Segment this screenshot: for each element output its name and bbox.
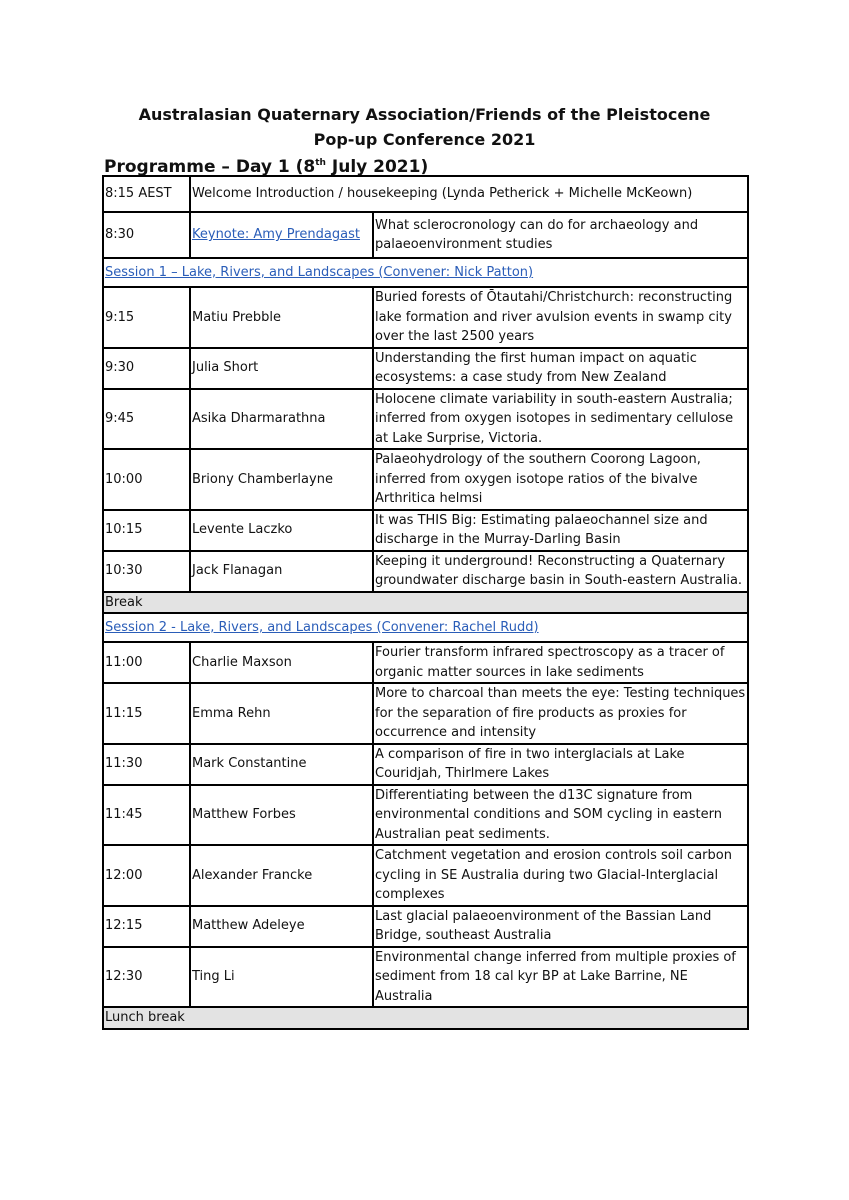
talk-title: Understanding the first human impact on aquatic ecosystems: a case study from New Zealand — [373, 348, 748, 389]
talk-row — [103, 785, 748, 846]
talk-time: 11:45 — [103, 785, 190, 846]
talk-title: Keeping it underground! Reconstructing a Quaternary groundwater discharge basin in South-eastern Australia. — [373, 551, 748, 592]
talk-row — [103, 348, 748, 389]
talk-speaker: Briony Chamberlayne — [190, 449, 373, 510]
welcome-time: 8:15 AEST — [103, 176, 190, 212]
talk-title: Environmental change inferred from multiple proxies of sediment from 18 cal kyr BP at Lake Barrine, NE Australia — [373, 947, 748, 1008]
talk-time: 10:30 — [103, 551, 190, 592]
talk-title: Last glacial palaeoenvironment of the Bassian Land Bridge, southeast Australia — [373, 906, 748, 947]
keynote-time: 8:30 — [103, 212, 190, 258]
programme-table — [102, 175, 749, 1030]
session1-header-row — [103, 258, 748, 287]
talk-time: 9:30 — [103, 348, 190, 389]
talk-speaker: Levente Laczko — [190, 510, 373, 551]
talk-title: More to charcoal than meets the eye: Testing techniques for the separation of fire products as proxies for occurrence and intensity — [373, 683, 748, 744]
session1-link[interactable]: Session 1 – Lake, Rivers, and Landscapes (Convener: Nick Patton) — [105, 264, 534, 280]
session2-link[interactable]: Session 2 - Lake, Rivers, and Landscapes (Convener: Rachel Rudd) — [105, 619, 539, 635]
talk-title: Holocene climate variability in south-eastern Australia; inferred from oxygen isotopes in sedimentary cellulose at Lake Surprise, Victoria. — [373, 389, 748, 450]
programme-heading-sup: th — [315, 158, 326, 168]
talk-row — [103, 551, 748, 592]
talk-speaker: Charlie Maxson — [190, 642, 373, 683]
talk-speaker: Matthew Adeleye — [190, 906, 373, 947]
talk-row — [103, 389, 748, 450]
talk-row — [103, 845, 748, 906]
talk-time: 12:15 — [103, 906, 190, 947]
programme-heading-suffix: July 2021) — [325, 157, 429, 177]
talk-speaker: Matiu Prebble — [190, 287, 373, 348]
break-row — [103, 592, 748, 614]
talk-speaker: Asika Dharmarathna — [190, 389, 373, 450]
talk-row — [103, 287, 748, 348]
talk-time: 12:00 — [103, 845, 190, 906]
talk-row — [103, 906, 748, 947]
talk-time: 11:30 — [103, 744, 190, 785]
lunch-break-label: Lunch break — [103, 1007, 748, 1029]
talk-title: Catchment vegetation and erosion controls soil carbon cycling in SE Australia during two Glacial-Interglacial complexes — [373, 845, 748, 906]
talk-row — [103, 947, 748, 1008]
talk-speaker: Matthew Forbes — [190, 785, 373, 846]
talk-row — [103, 449, 748, 510]
talk-title: Differentiating between the d13C signature from environmental conditions and SOM cycling in eastern Australian peat sediments. — [373, 785, 748, 846]
talk-time: 11:00 — [103, 642, 190, 683]
talk-time: 11:15 — [103, 683, 190, 744]
talk-time: 9:45 — [103, 389, 190, 450]
session2-header-row — [103, 613, 748, 642]
programme-heading-prefix: Programme – Day 1 (8 — [104, 157, 316, 177]
talk-time: 10:00 — [103, 449, 190, 510]
document-title-line2: Pop-up Conference 2021 — [313, 130, 536, 149]
talk-time: 9:15 — [103, 287, 190, 348]
talk-speaker: Mark Constantine — [190, 744, 373, 785]
talk-speaker: Ting Li — [190, 947, 373, 1008]
talk-title: Palaeohydrology of the southern Coorong Lagoon, inferred from oxygen isotope ratios of the bivalve Arthritica helmsi — [373, 449, 748, 510]
talk-time: 12:30 — [103, 947, 190, 1008]
talk-row — [103, 642, 748, 683]
talk-speaker: Jack Flanagan — [190, 551, 373, 592]
welcome-text: Welcome Introduction / housekeeping (Lynda Petherick + Michelle McKeown) — [190, 176, 748, 212]
document-title-line1: Australasian Quaternary Association/Friends of the Pleistocene — [138, 105, 711, 124]
talk-speaker: Emma Rehn — [190, 683, 373, 744]
talk-speaker: Alexander Francke — [190, 845, 373, 906]
talk-row — [103, 744, 748, 785]
talk-title: Buried forests of Ōtautahi/Christchurch: reconstructing lake formation and river avulsion events in swamp city over the last 2500 years — [373, 287, 748, 348]
talk-speaker: Julia Short — [190, 348, 373, 389]
talk-title: A comparison of fire in two interglacials at Lake Couridjah, Thirlmere Lakes — [373, 744, 748, 785]
keynote-row — [103, 212, 748, 258]
talk-row — [103, 510, 748, 551]
talk-time: 10:15 — [103, 510, 190, 551]
keynote-speaker-link[interactable]: Keynote: Amy Prendagast — [192, 227, 360, 243]
keynote-title: What sclerocronology can do for archaeology and palaeoenvironment studies — [373, 212, 748, 258]
talk-title: It was THIS Big: Estimating palaeochannel size and discharge in the Murray-Darling Basin — [373, 510, 748, 551]
break-label: Break — [103, 592, 748, 614]
lunch-break-row — [103, 1007, 748, 1029]
talk-row — [103, 683, 748, 744]
talk-title: Fourier transform infrared spectroscopy as a tracer of organic matter sources in lake sediments — [373, 642, 748, 683]
welcome-row — [103, 176, 748, 212]
